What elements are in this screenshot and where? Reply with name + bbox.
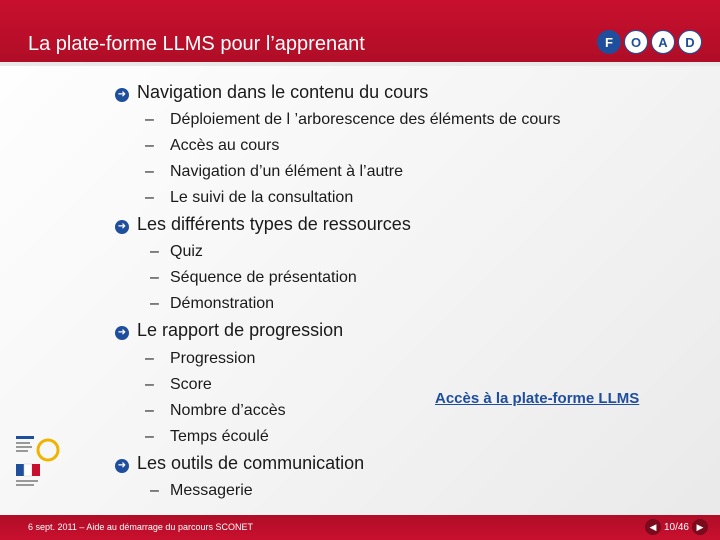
dash-bullet: – bbox=[145, 402, 154, 419]
list-item: Démonstration bbox=[170, 295, 275, 312]
dash-bullet: – bbox=[145, 189, 154, 206]
dash-bullet: – bbox=[150, 482, 159, 499]
section-progression bbox=[115, 320, 343, 341]
arrow-right-circle-icon: ➜ bbox=[115, 220, 129, 234]
arrow-right-icon[interactable]: ▶ bbox=[692, 519, 708, 535]
list-item: Accès au cours bbox=[170, 137, 280, 154]
dash-bullet: – bbox=[145, 111, 154, 128]
ministry-emblem-icon bbox=[12, 432, 60, 492]
dash-bullet: – bbox=[145, 428, 154, 445]
dash-bullet: – bbox=[145, 137, 154, 154]
dash-bullet: – bbox=[150, 243, 159, 260]
foad-logo bbox=[597, 30, 702, 54]
arrow-right-circle-icon: ➜ bbox=[115, 88, 129, 102]
dash-bullet: – bbox=[145, 163, 154, 180]
llms-platform-link[interactable]: Accès à la plate-forme LLMS bbox=[435, 390, 640, 407]
list-item: Séquence de présentation bbox=[170, 269, 357, 286]
list-item: Messagerie bbox=[170, 482, 253, 499]
section-ressources bbox=[115, 214, 411, 235]
list-item: Quiz bbox=[170, 243, 203, 260]
slide-title: La plate-forme LLMS pour l’apprenant bbox=[28, 33, 365, 55]
list-item: Progression bbox=[170, 350, 256, 367]
section-title: Les différents types de ressources bbox=[137, 214, 411, 234]
list-item: Nombre d’accès bbox=[170, 402, 286, 419]
arrow-left-icon[interactable]: ◀ bbox=[645, 519, 661, 535]
footer-text: 6 sept. 2011 – Aide au démarrage du parcours SCONET bbox=[28, 522, 253, 532]
section-communication bbox=[115, 453, 364, 474]
list-item: Le suivi de la consultation bbox=[170, 189, 354, 206]
page-number: 10/46 bbox=[663, 521, 689, 533]
section-title: Le rapport de progression bbox=[137, 320, 344, 340]
arrow-right-circle-icon: ➜ bbox=[115, 326, 129, 340]
section-title: Les outils de communication bbox=[137, 453, 365, 473]
list-item: Navigation d’un élément à l’autre bbox=[170, 163, 404, 180]
dash-bullet: – bbox=[145, 376, 154, 393]
section-navigation bbox=[115, 82, 428, 103]
slide-footer bbox=[0, 515, 720, 540]
logo-letter-a: A bbox=[651, 30, 675, 54]
dash-bullet: – bbox=[150, 269, 159, 286]
dash-bullet: – bbox=[145, 350, 154, 367]
arrow-right-circle-icon: ➜ bbox=[115, 459, 129, 473]
logo-letter-f: F bbox=[597, 30, 621, 54]
list-item: Score bbox=[170, 376, 212, 393]
slide-header bbox=[0, 0, 720, 62]
logo-letter-d: D bbox=[678, 30, 702, 54]
dash-bullet: – bbox=[150, 295, 159, 312]
section-title: Navigation dans le contenu du cours bbox=[137, 82, 429, 102]
list-item: Temps écoulé bbox=[170, 428, 269, 445]
list-item: Déploiement de l ’arborescence des éléments de cours bbox=[170, 111, 561, 128]
logo-letter-o: O bbox=[624, 30, 648, 54]
pager bbox=[645, 519, 708, 535]
